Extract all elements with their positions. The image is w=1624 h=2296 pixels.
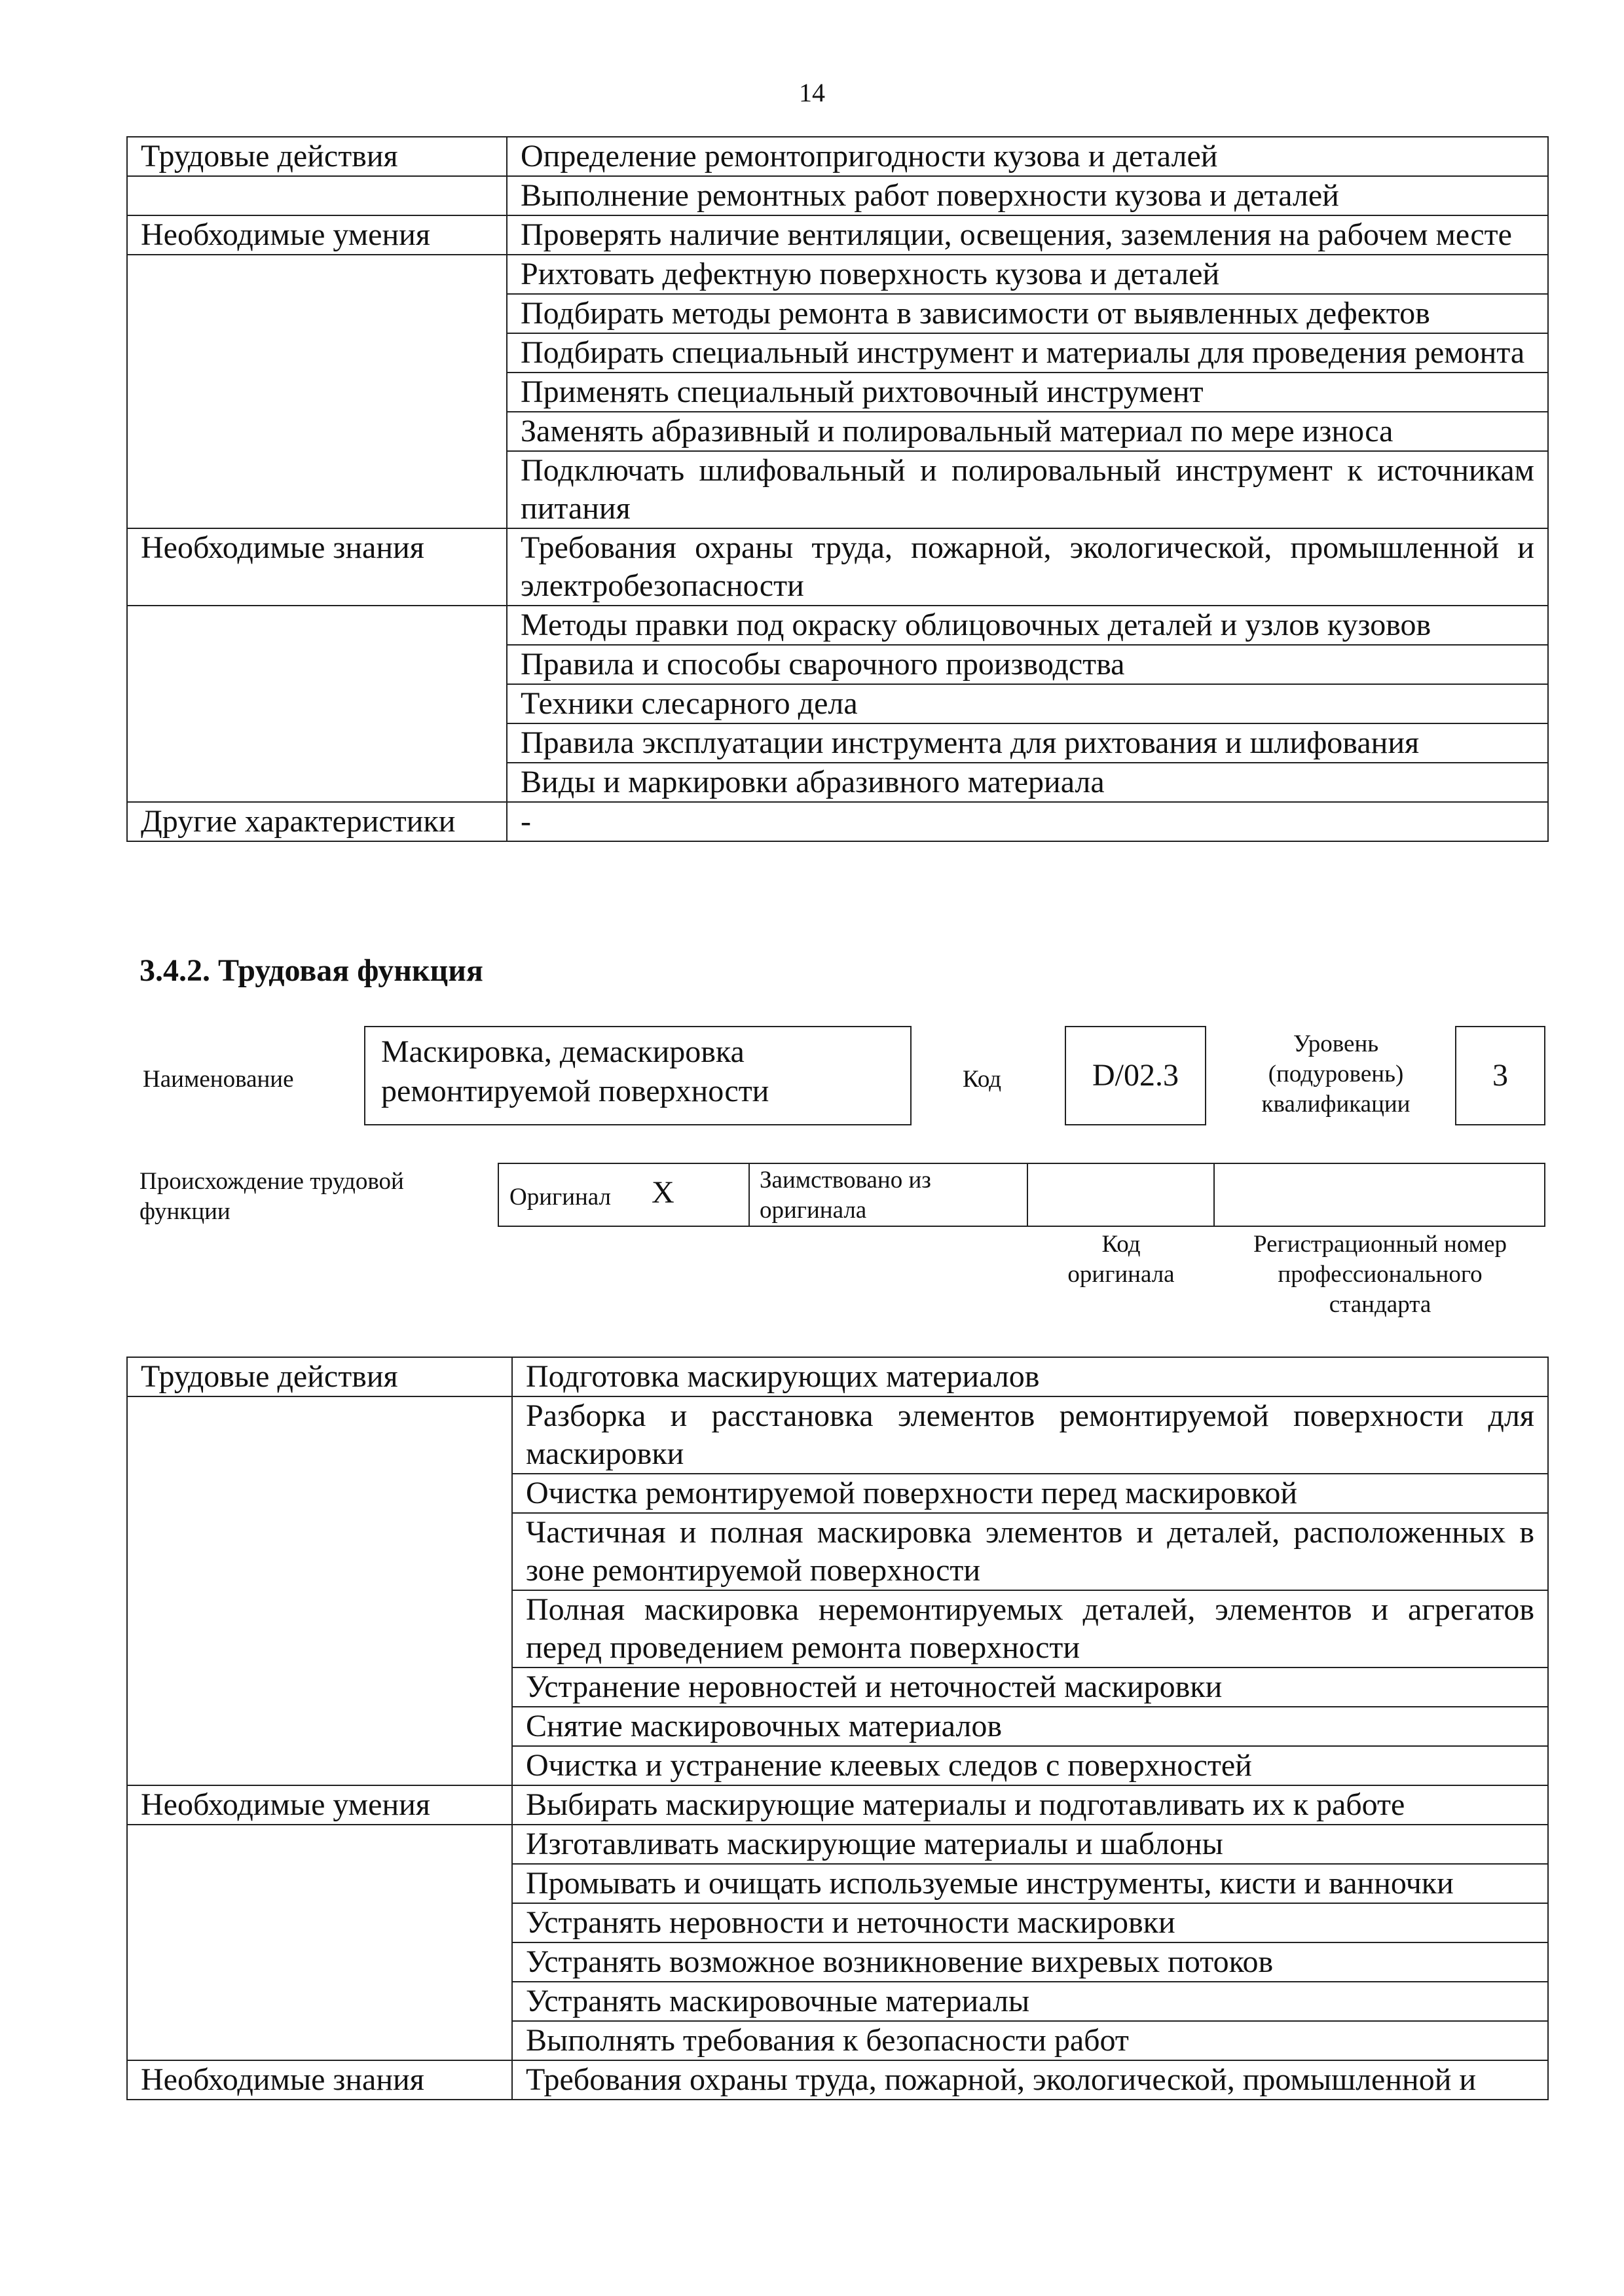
row-label-cell bbox=[127, 528, 507, 606]
section-label: Другие характеристики bbox=[141, 804, 456, 839]
row-label-cell bbox=[127, 1903, 512, 1942]
table-row bbox=[127, 684, 1548, 723]
row-item: Устранять маскировочные материалы bbox=[512, 1982, 1548, 2021]
row-label-cell bbox=[127, 2021, 512, 2060]
table-row bbox=[127, 1785, 1548, 1825]
section-label: Необходимые умения bbox=[141, 217, 430, 252]
code-caption-line-1: Код bbox=[1101, 1231, 1141, 1258]
row-label-cell bbox=[127, 1396, 512, 1474]
table-row bbox=[127, 606, 1548, 645]
section-label: Необходимые знания bbox=[141, 530, 424, 565]
row-item: Требования охраны труда, пожарной, экологической, промышленной и bbox=[512, 2060, 1548, 2100]
section-label: Необходимые знания bbox=[141, 2062, 424, 2097]
row-item: - bbox=[507, 802, 1548, 841]
row-item: Правила и способы сварочного производства bbox=[507, 645, 1548, 684]
row-label-cell bbox=[127, 333, 507, 373]
row-label-cell bbox=[127, 763, 507, 802]
row-item: Устранять возможное возникновение вихревых потоков bbox=[512, 1942, 1548, 1982]
row-label-cell bbox=[127, 645, 507, 684]
level-label-line-3: квалификации bbox=[1261, 1091, 1411, 1118]
borrowed-label: Заимствовано из оригинала bbox=[760, 1167, 931, 1224]
row-item: Методы правки под окраску облицовочных деталей и узлов кузовов bbox=[507, 606, 1548, 645]
table-row bbox=[127, 451, 1548, 528]
code-value-box bbox=[1065, 1026, 1206, 1125]
row-label-cell bbox=[127, 684, 507, 723]
table-row bbox=[127, 1667, 1548, 1707]
row-item: Снятие маскировочных материалов bbox=[512, 1707, 1548, 1746]
page-number: 14 bbox=[799, 78, 825, 107]
row-item: Устранять неровности и неточности маскировки bbox=[512, 1903, 1548, 1942]
labor-table-1 bbox=[126, 136, 1549, 842]
row-item: Требования охраны труда, пожарной, экологической, промышленной и электробезопасности bbox=[507, 528, 1548, 606]
row-label-cell bbox=[127, 255, 507, 294]
row-label-cell bbox=[127, 1864, 512, 1903]
table-row bbox=[127, 723, 1548, 763]
reg-caption-line-2: профессионального bbox=[1278, 1261, 1483, 1288]
row-item: Заменять абразивный и полировальный материал по мере износа bbox=[507, 412, 1548, 451]
table-row bbox=[127, 333, 1548, 373]
code-value: D/02.3 bbox=[1092, 1058, 1179, 1093]
name-value-box bbox=[364, 1026, 912, 1125]
name-value: Маскировка, демаскировка ремонтируемой поверхности bbox=[381, 1034, 769, 1108]
code-caption bbox=[1027, 1230, 1215, 1290]
table-row bbox=[127, 255, 1548, 294]
table-row bbox=[127, 1903, 1548, 1942]
row-item: Разборка и расстановка элементов ремонтируемой поверхности для маскировки bbox=[512, 1396, 1548, 1474]
row-label-cell bbox=[127, 1357, 512, 1396]
origin-divider-1 bbox=[748, 1163, 750, 1227]
section-heading: 3.4.2. Трудовая функция bbox=[139, 953, 483, 988]
row-item: Рихтовать дефектную поверхность кузова и деталей bbox=[507, 255, 1548, 294]
level-value-box bbox=[1455, 1026, 1545, 1125]
row-label-cell bbox=[127, 451, 507, 528]
row-item: Промывать и очищать используемые инструменты, кисти и ванночки bbox=[512, 1864, 1548, 1903]
row-label-cell bbox=[127, 802, 507, 841]
table-row bbox=[127, 215, 1548, 255]
row-item: Частичная и полная маскировка элементов и деталей, расположенных в зоне ремонтируемой поверхности bbox=[512, 1513, 1548, 1590]
table-row bbox=[127, 373, 1548, 412]
row-label-cell bbox=[127, 1825, 512, 1864]
row-item: Полная маскировка неремонтируемых деталей, элементов и агрегатов перед проведением ремонта поверхности bbox=[512, 1590, 1548, 1667]
table-row bbox=[127, 1513, 1548, 1590]
row-label-cell bbox=[127, 412, 507, 451]
row-item: Техники слесарного дела bbox=[507, 684, 1548, 723]
reg-caption-line-3: стандарта bbox=[1329, 1291, 1431, 1318]
origin-divider-2 bbox=[1027, 1163, 1028, 1227]
table-row bbox=[127, 2060, 1548, 2100]
row-label-cell bbox=[127, 1667, 512, 1707]
table-row bbox=[127, 1396, 1548, 1474]
section-label: Трудовые действия bbox=[141, 1359, 398, 1394]
row-label-cell bbox=[127, 176, 507, 215]
row-label-cell bbox=[127, 1746, 512, 1785]
table-row bbox=[127, 763, 1548, 802]
row-item: Подключать шлифовальный и полировальный инструмент к источникам питания bbox=[507, 451, 1548, 528]
table-row bbox=[127, 528, 1548, 606]
row-label-cell bbox=[127, 1982, 512, 2021]
labor-table-2 bbox=[126, 1357, 1549, 2100]
row-label-cell bbox=[127, 137, 507, 176]
row-label-cell bbox=[127, 1590, 512, 1667]
code-label: Код bbox=[963, 1066, 1002, 1093]
row-item: Изготавливать маскирующие материалы и шаблоны bbox=[512, 1825, 1548, 1864]
table-row bbox=[127, 1942, 1548, 1982]
row-item: Виды и маркировки абразивного материала bbox=[507, 763, 1548, 802]
table-row bbox=[127, 137, 1548, 176]
row-label-cell bbox=[127, 294, 507, 333]
row-label-cell bbox=[127, 1513, 512, 1590]
row-item: Очистка и устранение клеевых следов с поверхностей bbox=[512, 1746, 1548, 1785]
table-1-body bbox=[127, 137, 1548, 841]
row-item: Подбирать специальный инструмент и материалы для проведения ремонта bbox=[507, 333, 1548, 373]
original-mark: X bbox=[652, 1175, 674, 1210]
row-item: Подбирать методы ремонта в зависимости от выявленных дефектов bbox=[507, 294, 1548, 333]
row-item: Подготовка маскирующих материалов bbox=[512, 1357, 1548, 1396]
row-label-cell bbox=[127, 1707, 512, 1746]
table-row bbox=[127, 1590, 1548, 1667]
reg-caption bbox=[1215, 1230, 1545, 1320]
table-row bbox=[127, 1864, 1548, 1903]
row-item: Определение ремонтопригодности кузова и деталей bbox=[507, 137, 1548, 176]
table-row bbox=[127, 176, 1548, 215]
row-item: Устранение неровностей и неточностей маскировки bbox=[512, 1667, 1548, 1707]
row-item: Правила эксплуатации инструмента для рихтования и шлифования bbox=[507, 723, 1548, 763]
row-label-cell bbox=[127, 2060, 512, 2100]
table-row bbox=[127, 2021, 1548, 2060]
table-row bbox=[127, 1357, 1548, 1396]
section-label: Необходимые умения bbox=[141, 1787, 430, 1822]
table-row bbox=[127, 1707, 1548, 1746]
row-item: Очистка ремонтируемой поверхности перед маскировкой bbox=[512, 1474, 1548, 1513]
row-label-cell bbox=[127, 373, 507, 412]
origin-divider-3 bbox=[1213, 1163, 1215, 1227]
table-row bbox=[127, 1746, 1548, 1785]
row-item: Выбирать маскирующие материалы и подготавливать их к работе bbox=[512, 1785, 1548, 1825]
table-row bbox=[127, 645, 1548, 684]
row-label-cell bbox=[127, 723, 507, 763]
table-2-body bbox=[127, 1357, 1548, 2100]
row-label-cell bbox=[127, 1474, 512, 1513]
row-item: Выполнять требования к безопасности работ bbox=[512, 2021, 1548, 2060]
row-label-cell bbox=[127, 1942, 512, 1982]
reg-caption-line-1: Регистрационный номер bbox=[1253, 1231, 1507, 1258]
row-label-cell bbox=[127, 606, 507, 645]
table-row bbox=[127, 412, 1548, 451]
level-label-line-2: (подуровень) bbox=[1268, 1061, 1404, 1087]
origin-label: Происхождение трудовой функции bbox=[139, 1168, 404, 1225]
original-label: Оригинал bbox=[509, 1184, 612, 1211]
row-item: Выполнение ремонтных работ поверхности кузова и деталей bbox=[507, 176, 1548, 215]
row-item: Проверять наличие вентиляции, освещения, заземления на рабочем месте bbox=[507, 215, 1548, 255]
row-label-cell bbox=[127, 215, 507, 255]
code-caption-line-2: оригинала bbox=[1067, 1261, 1175, 1288]
level-label-line-1: Уровень bbox=[1293, 1030, 1379, 1057]
table-row bbox=[127, 1982, 1548, 2021]
level-value: 3 bbox=[1492, 1058, 1508, 1093]
level-label bbox=[1231, 1029, 1441, 1120]
section-label: Трудовые действия bbox=[141, 139, 398, 173]
table-row bbox=[127, 1825, 1548, 1864]
row-label-cell bbox=[127, 1785, 512, 1825]
table-row bbox=[127, 294, 1548, 333]
table-row bbox=[127, 1474, 1548, 1513]
name-label: Наименование bbox=[143, 1066, 294, 1093]
table-row bbox=[127, 802, 1548, 841]
row-item: Применять специальный рихтовочный инструмент bbox=[507, 373, 1548, 412]
